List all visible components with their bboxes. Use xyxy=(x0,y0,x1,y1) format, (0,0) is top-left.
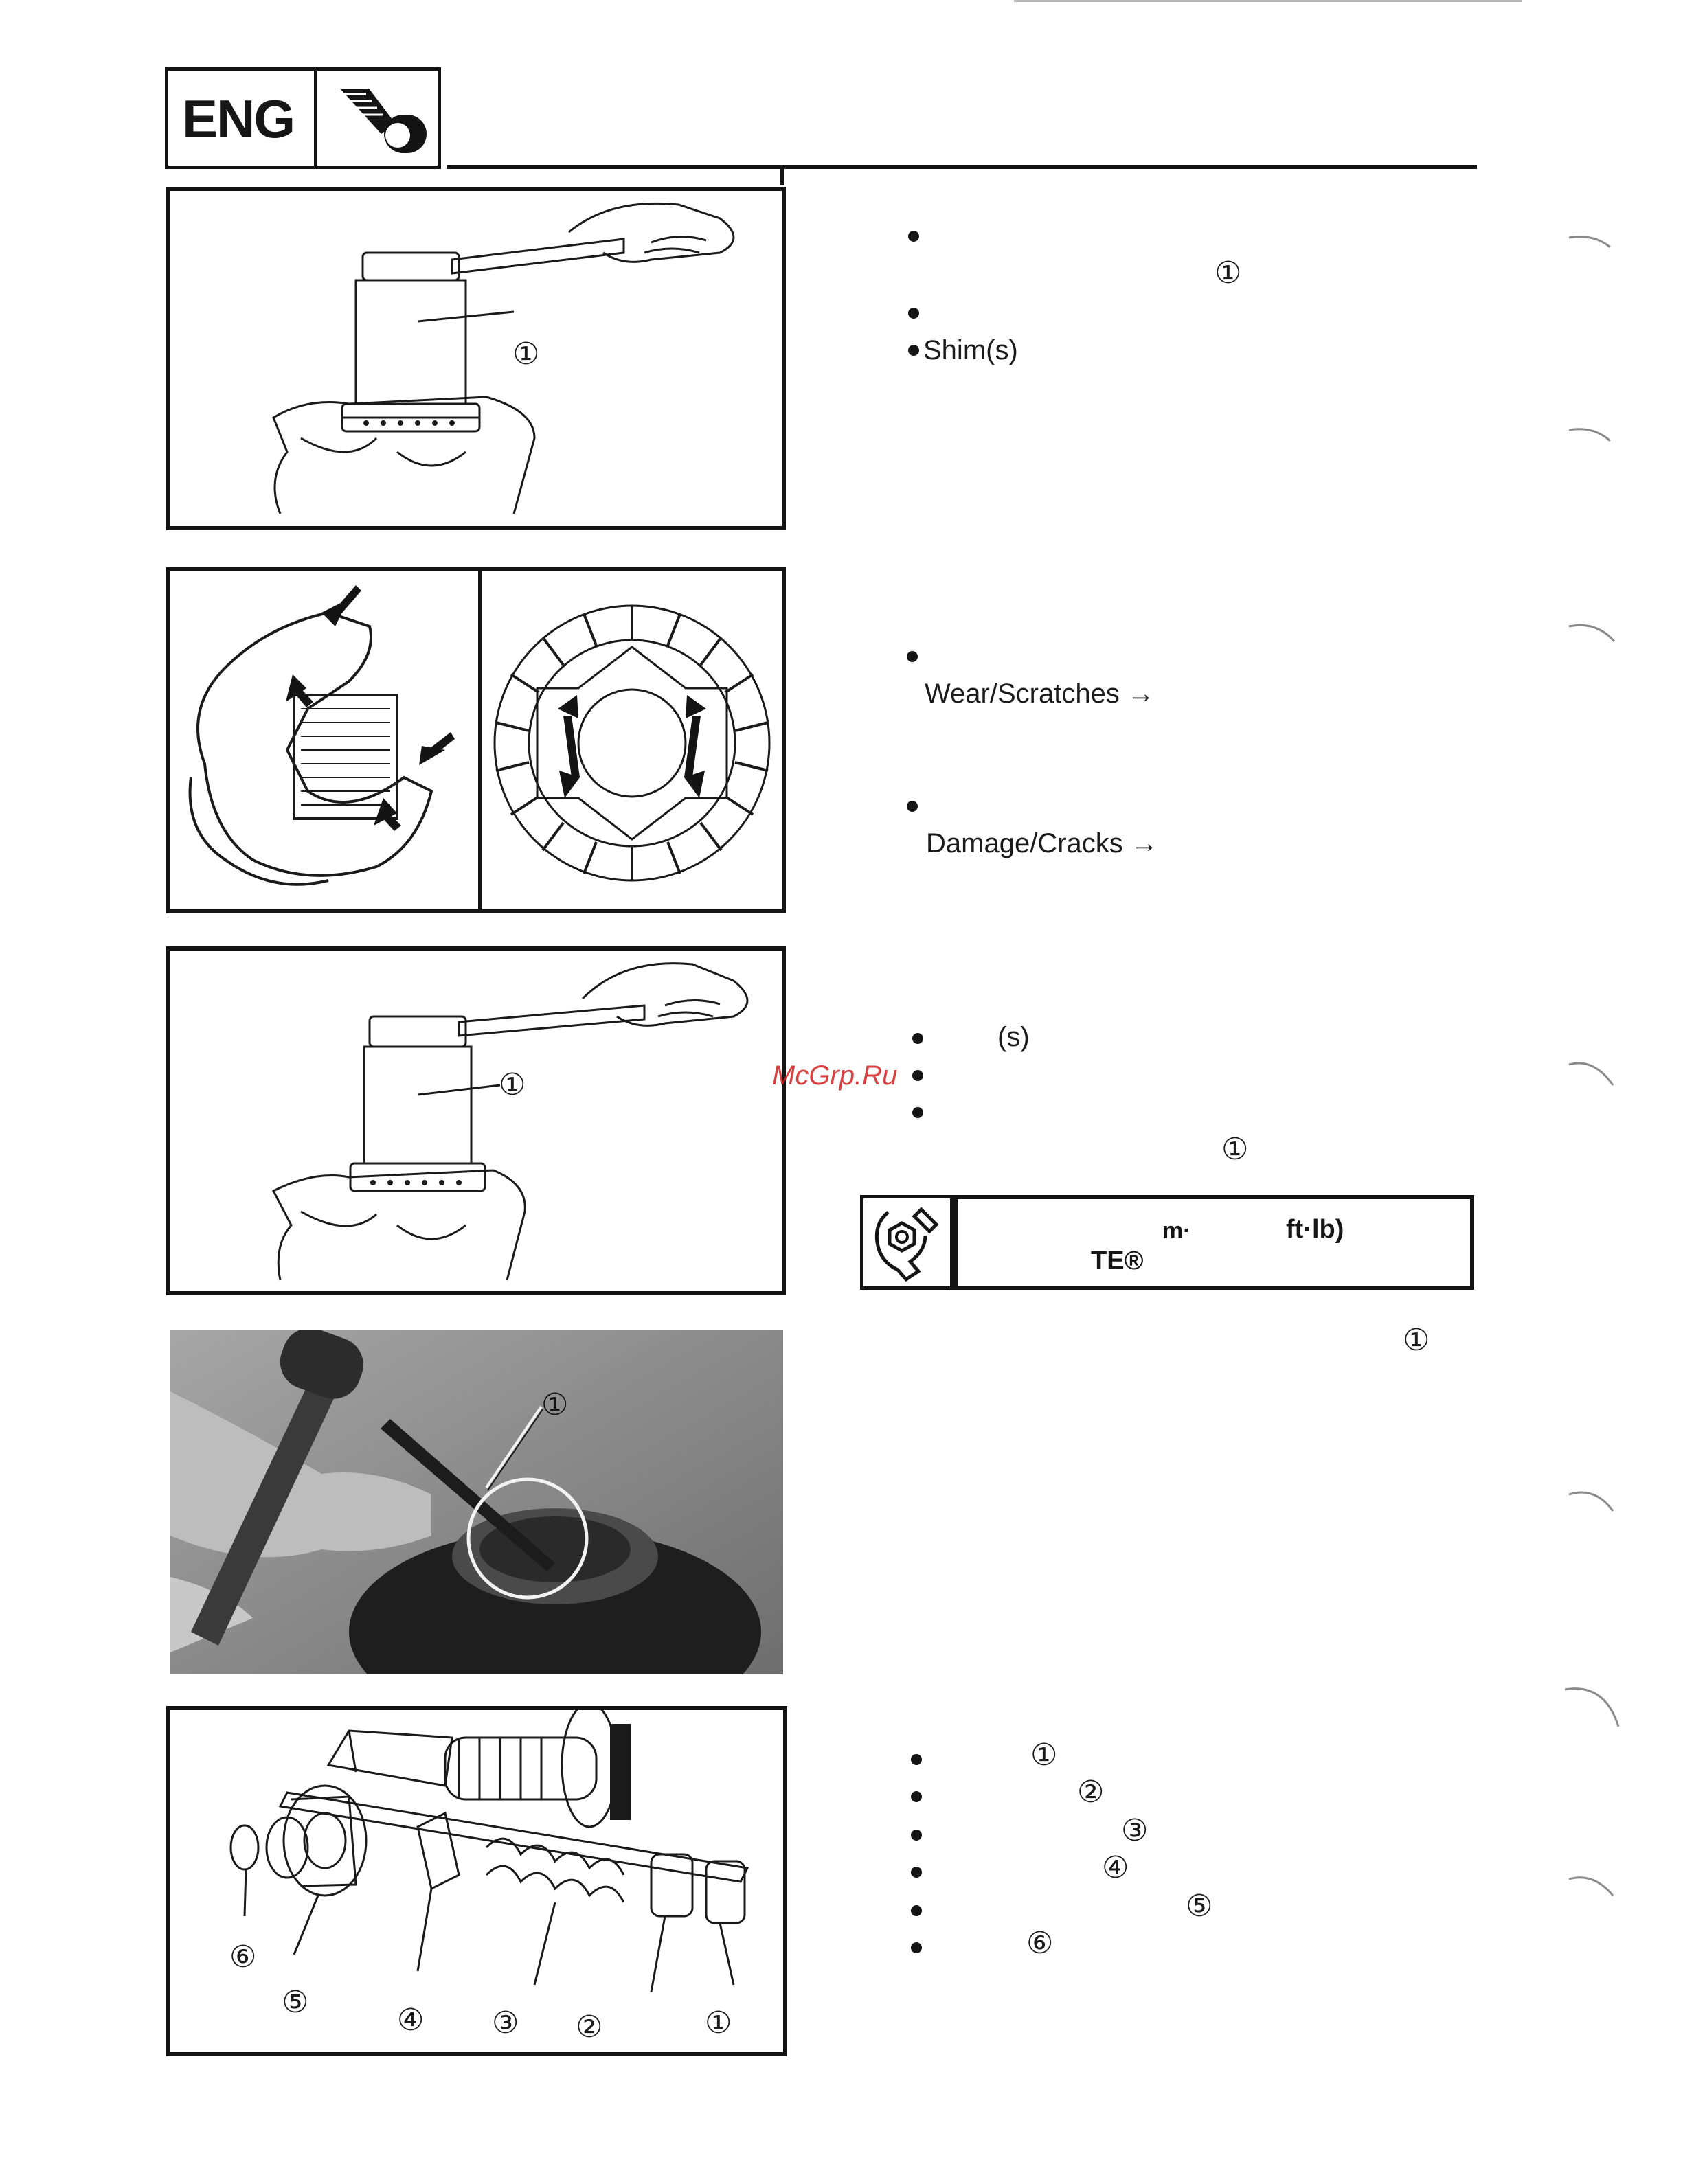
shim-line: Shim(s) xyxy=(923,335,1018,365)
bullet xyxy=(907,801,918,812)
tab-divider xyxy=(314,71,317,166)
bullet xyxy=(911,1830,922,1841)
bullet xyxy=(908,231,919,242)
fig5-callout-1: ① xyxy=(705,2005,732,2040)
wrench-nut-icon xyxy=(868,1203,946,1282)
fig5-callout-5: ⑤ xyxy=(282,1985,309,2020)
torque-spec-icon-box xyxy=(860,1195,953,1290)
fig3-callout-1: ① xyxy=(499,1067,526,1102)
bullet xyxy=(911,1754,922,1765)
bullet xyxy=(911,1905,922,1916)
header-rule-tick xyxy=(780,165,784,185)
fig5-callout-2: ② xyxy=(576,2010,603,2045)
torque-spec-box xyxy=(953,1195,1474,1290)
fig4-callout-1: ① xyxy=(541,1387,569,1422)
bullet xyxy=(912,1070,923,1081)
shim-s-line: (s) xyxy=(997,1022,1030,1052)
locking-agent-label: TE® xyxy=(1091,1247,1144,1275)
torque-unit-metric: m· xyxy=(1162,1218,1191,1244)
bullet xyxy=(912,1107,923,1118)
figure-5-exploded-view xyxy=(166,1706,787,2056)
figure-3-torque-wrench xyxy=(166,946,786,1295)
dog-clutch-drawing xyxy=(170,571,477,909)
damage-cracks-line: Damage/Cracks → xyxy=(926,828,1158,858)
block5-ref-6: ⑥ xyxy=(1026,1926,1054,1961)
bullet xyxy=(911,1867,922,1878)
block5-ref-4: ④ xyxy=(1102,1850,1129,1885)
fig5-callout-3: ③ xyxy=(492,2005,519,2040)
block5-ref-2: ② xyxy=(1077,1775,1105,1810)
figure-2-wear-inspection xyxy=(166,567,786,913)
figure-1-torque-wrench xyxy=(166,187,786,530)
bullet xyxy=(907,651,918,662)
figure-4-photo-staking xyxy=(170,1330,783,1674)
bullet xyxy=(908,308,919,319)
engine-icon xyxy=(321,75,438,163)
bullet xyxy=(911,1942,922,1953)
bullet xyxy=(908,345,919,356)
fig5-callout-6: ⑥ xyxy=(229,1940,257,1975)
block3-ref-1: ① xyxy=(1221,1132,1249,1167)
fig5-callout-4: ④ xyxy=(397,2003,425,2038)
watermark: McGrp.Ru xyxy=(772,1060,898,1091)
block4-ref-1: ① xyxy=(1403,1323,1430,1358)
block5-ref-5: ⑤ xyxy=(1186,1889,1213,1924)
binding-marks xyxy=(1552,206,1635,1923)
block5-ref-3: ③ xyxy=(1121,1813,1149,1848)
bevel-gear-drawing xyxy=(482,571,782,909)
section-tab-label: ENG xyxy=(182,89,295,149)
bullet xyxy=(912,1033,923,1044)
section-tab xyxy=(165,67,441,169)
wear-scratches-line: Wear/Scratches → xyxy=(925,679,1155,709)
fig1-callout-1: ① xyxy=(512,337,540,372)
torque-unit-imperial: ft·lb) xyxy=(1286,1215,1344,1244)
block5-ref-1: ① xyxy=(1030,1738,1058,1773)
block1-ref-1: ① xyxy=(1215,255,1242,291)
top-faint-rule xyxy=(1014,0,1522,2)
header-rule xyxy=(447,165,1477,169)
bullet xyxy=(911,1791,922,1802)
